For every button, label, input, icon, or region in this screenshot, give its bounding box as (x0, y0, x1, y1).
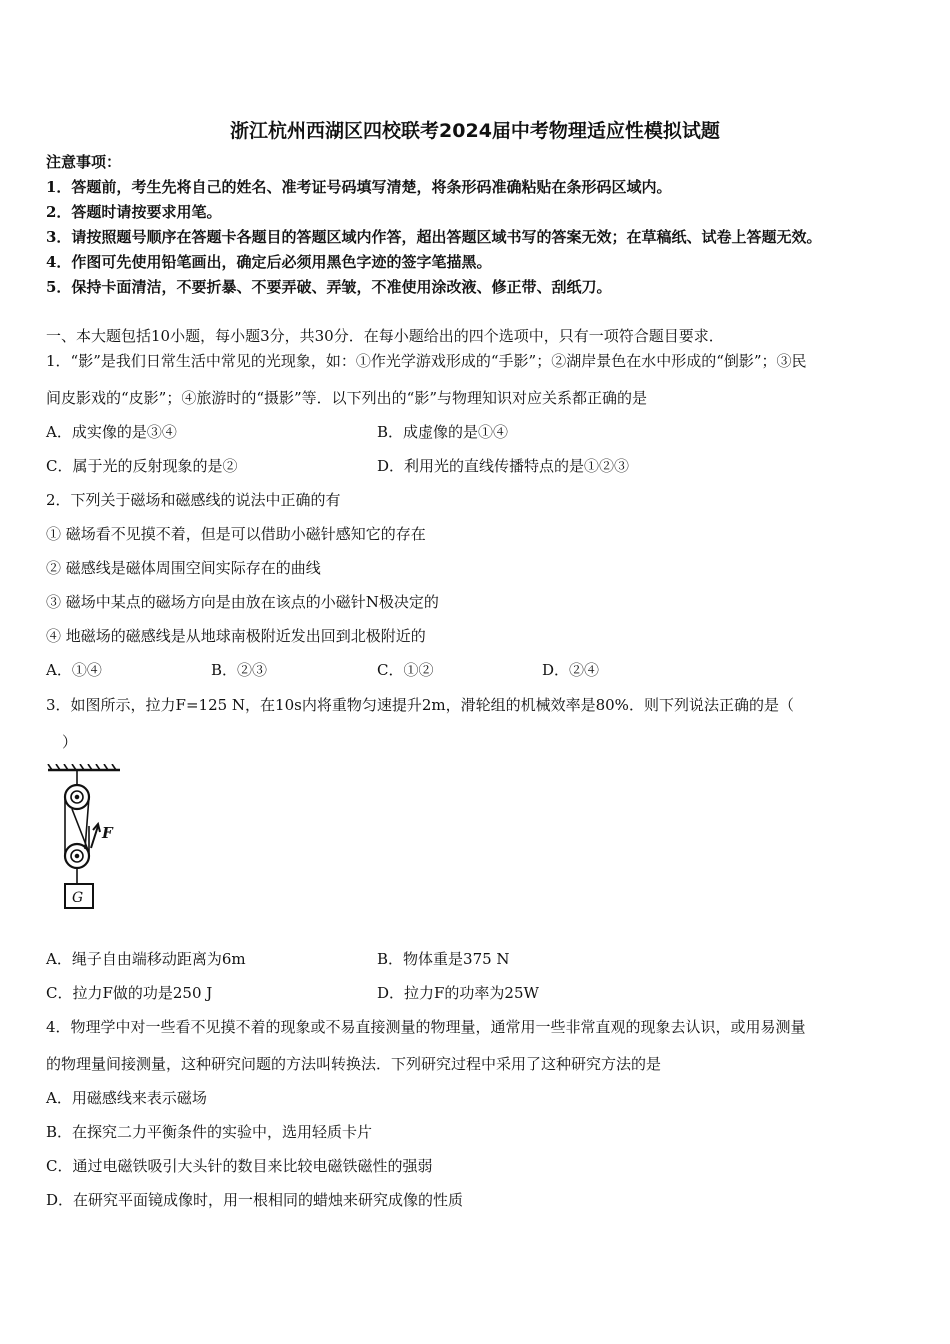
q2-statement-4: ④ 地磁场的磁感线是从地球南极附近发出回到北极附近的 (46, 627, 426, 645)
figure-force-label: F (102, 824, 113, 842)
q2-option-d: D．②④ (542, 661, 600, 679)
q2-statement-1: ① 磁场看不见摸不着，但是可以借助小磁针感知它的存在 (46, 525, 426, 543)
q3-option-d: D．拉力F的功率为25W (377, 984, 539, 1002)
q4-option-c: C．通过电磁铁吸引大头针的数目来比较电磁铁磁性的强弱 (46, 1157, 433, 1175)
q2-option-c: C．①② (377, 661, 434, 679)
q4-option-d: D．在研究平面镜成像时，用一根相同的蜡烛来研究成像的性质 (46, 1191, 464, 1209)
q2-statement-2: ② 磁感线是磁体周围空间实际存在的曲线 (46, 559, 321, 577)
q3-option-b: B．物体重是375 N (377, 950, 510, 968)
q3-option-a: A．绳子自由端移动距离为6m (46, 950, 246, 968)
q2-option-a: A．①④ (46, 661, 102, 679)
notice-heading: 注意事项： (46, 153, 122, 171)
q3-option-c: C．拉力F做的功是250 J (46, 984, 213, 1002)
q4-option-b: B．在探究二力平衡条件的实验中，选用轻质卡片 (46, 1123, 373, 1141)
q1-option-c: C．属于光的反射现象的是② (46, 457, 238, 475)
page-title: 浙江杭州西湖区四校联考2024届中考物理适应性模拟试题 (230, 120, 720, 142)
q1-stem-line1: 1．“影”是我们日常生活中常见的光现象，如：①作光学游戏形成的“手影”；②湖岸景色在水中形成的“倒影”；③民 (46, 352, 807, 370)
q1-option-a: A．成实像的是③④ (46, 423, 177, 441)
q2-stem: 2．下列关于磁场和磁感线的说法中正确的有 (46, 491, 341, 509)
q2-statement-3: ③ 磁场中某点的磁场方向是由放在该点的小磁针N极决定的 (46, 593, 439, 611)
q1-option-b: B．成虚像的是①④ (377, 423, 509, 441)
q4-option-a: A．用磁感线来表示磁场 (46, 1089, 207, 1107)
notice-item-1: 1．答题前，考生先将自己的姓名、准考证号码填写清楚，将条形码准确粘贴在条形码区域内。 (46, 178, 672, 196)
q4-stem-line2: 的物理量间接测量，这种研究问题的方法叫转换法．下列研究过程中采用了这种研究方法的是 (46, 1055, 662, 1073)
notice-item-2: 2．答题时请按要求用笔。 (46, 203, 222, 221)
notice-item-3: 3．请按照题号顺序在答题卡各题目的答题区域内作答，超出答题区域书写的答案无效；在草稿纸、试卷上答题无效。 (46, 228, 822, 246)
q1-stem-line2: 间皮影戏的“皮影”；④旅游时的“摄影”等．以下列出的“影”与物理知识对应关系都正确的是 (46, 389, 648, 407)
pulley-figure (44, 764, 126, 914)
q4-stem-line1: 4．物理学中对一些看不见摸不着的现象或不易直接测量的物理量，通常用一些非常直观的现象去认识，或用易测量 (46, 1018, 806, 1036)
q3-stem-line1: 3．如图所示，拉力F=125 N，在10s内将重物匀速提升2m，滑轮组的机械效率是80%．则下列说法正确的是（ (46, 696, 794, 714)
section-heading: 一、本大题包括10小题，每小题3分，共30分．在每小题给出的四个选项中，只有一项符合题目要求． (46, 327, 724, 345)
q2-option-b: B．②③ (211, 661, 268, 679)
q1-option-d: D．利用光的直线传播特点的是①②③ (377, 457, 630, 475)
q3-stem-line2: ） (62, 733, 78, 751)
figure-weight-label: G (72, 890, 84, 906)
notice-item-4: 4．作图可先使用铅笔画出，确定后必须用黑色字迹的签字笔描黑。 (46, 253, 492, 271)
notice-item-5: 5．保持卡面清洁，不要折暴、不要弄破、弄皱，不准使用涂改液、修正带、刮纸刀。 (46, 278, 612, 296)
